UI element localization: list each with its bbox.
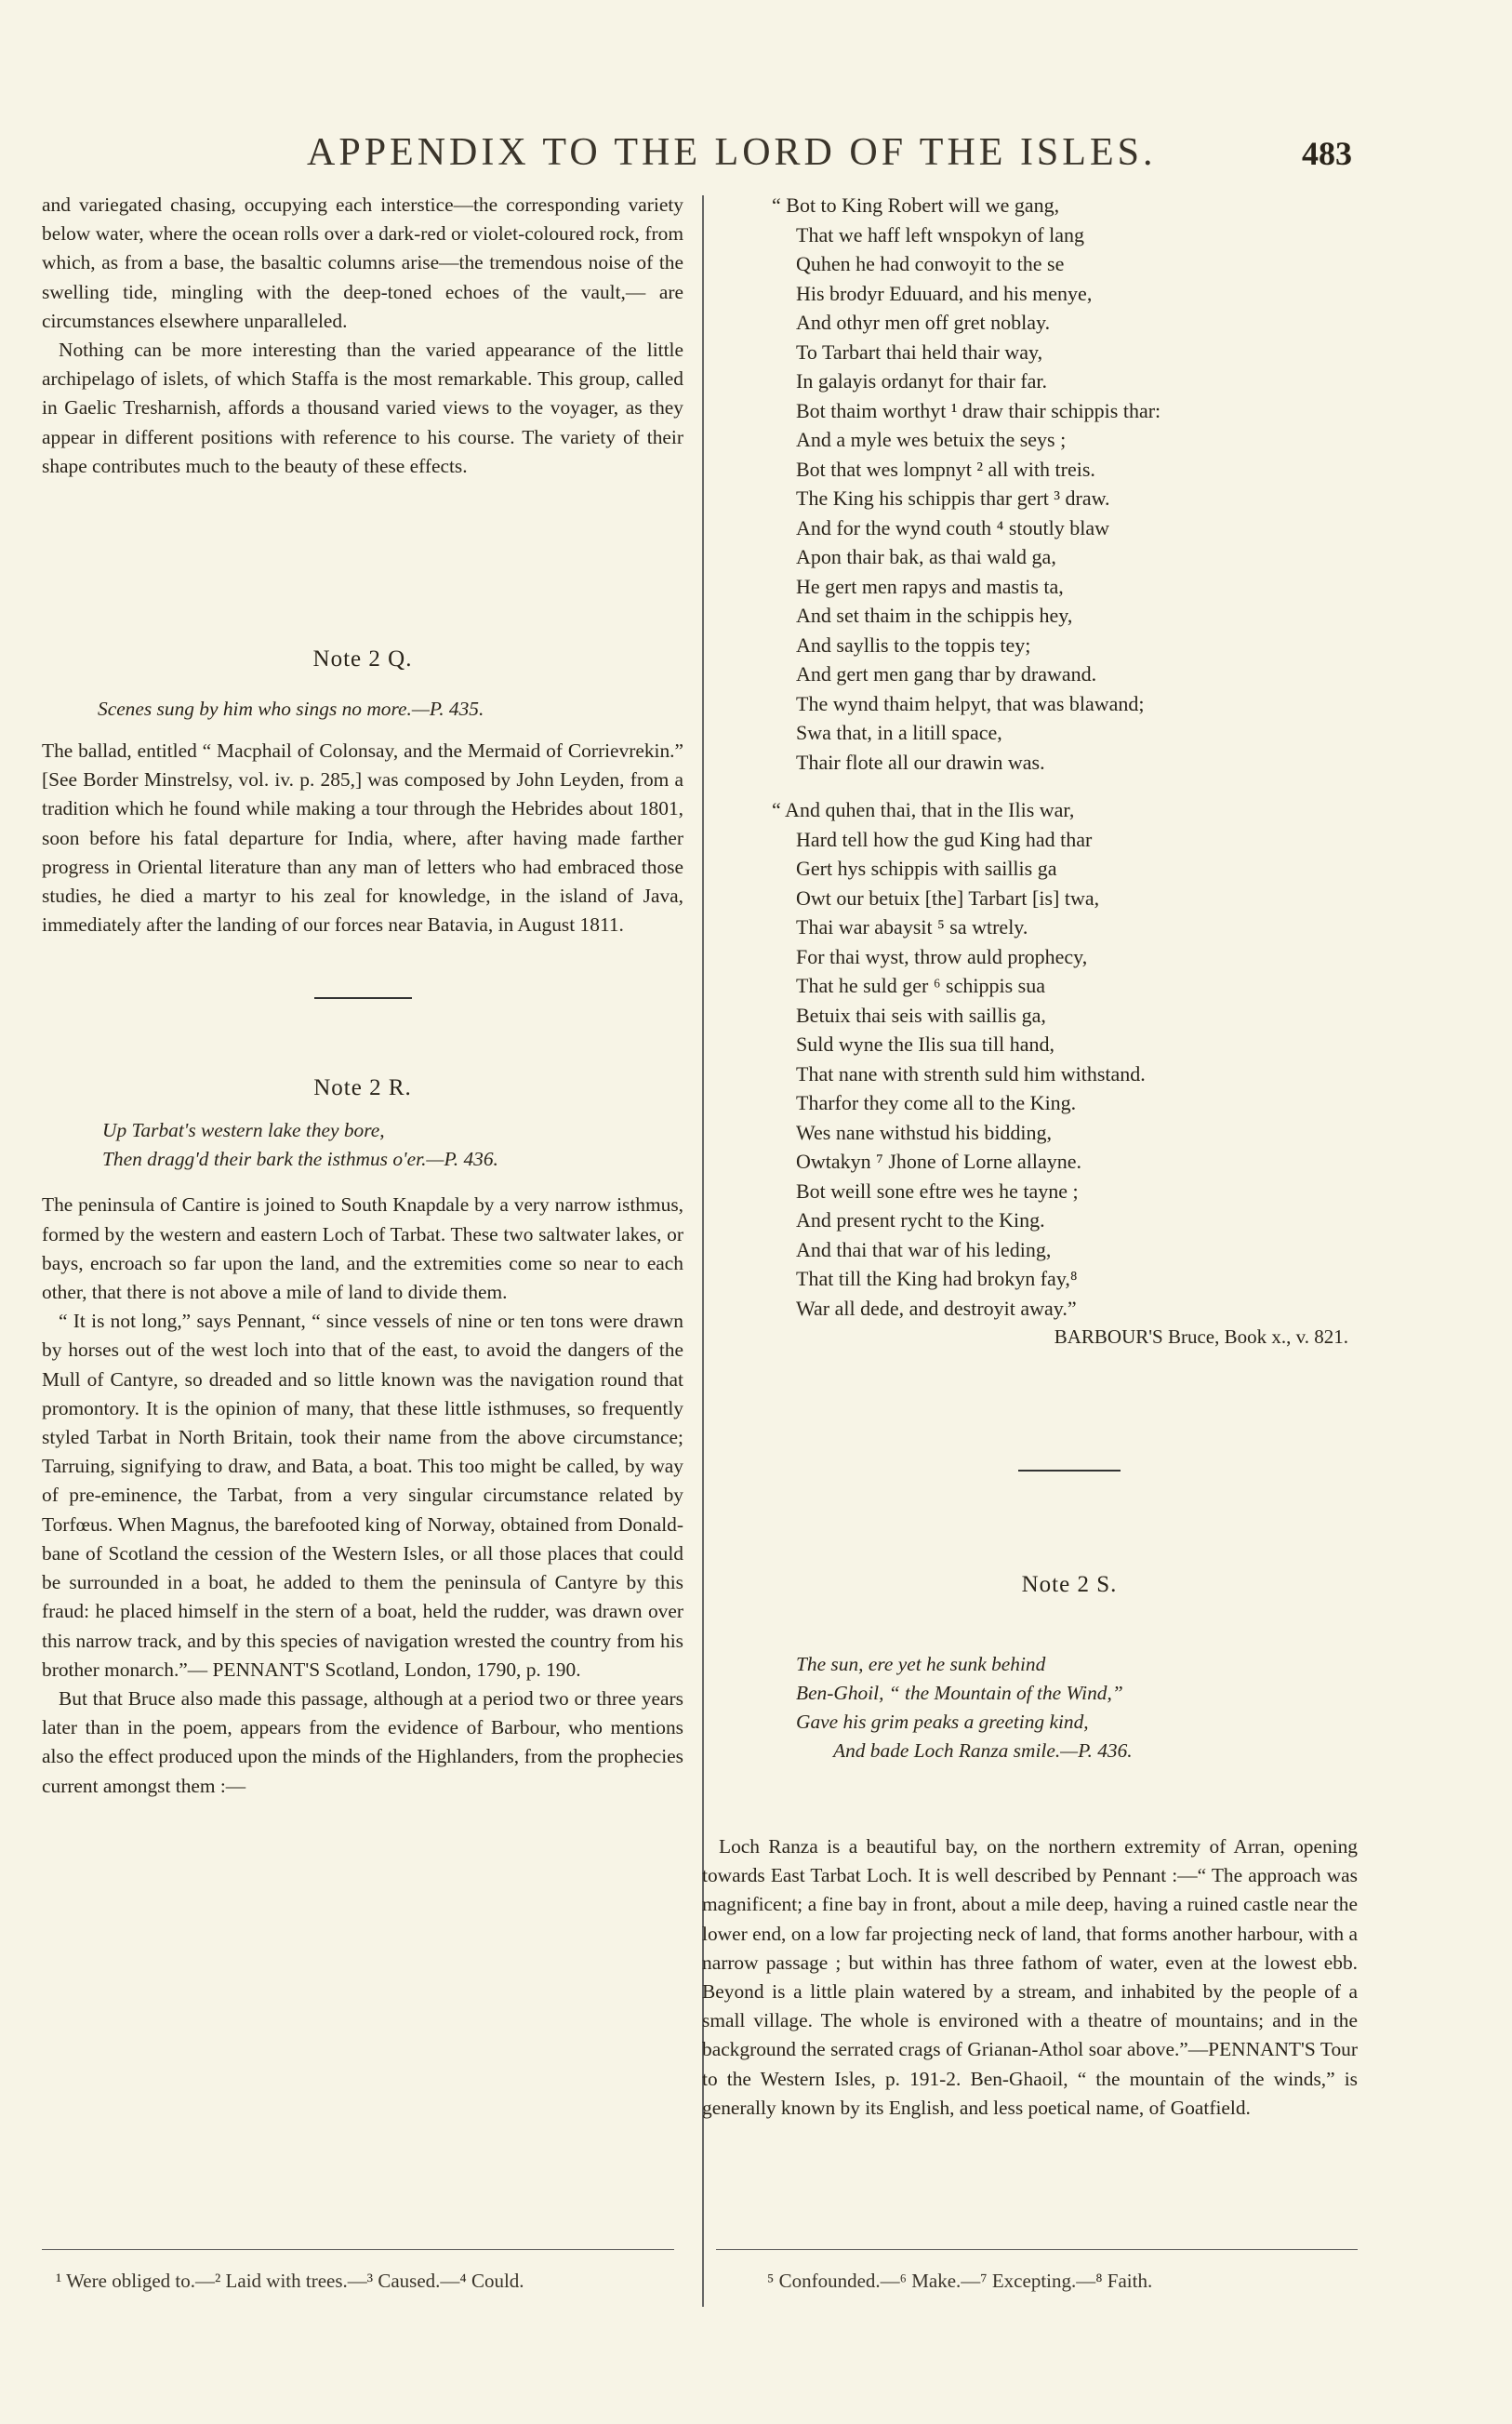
footnote-left: ¹ Were obliged to.—² Laid with trees.—³ Caused.—⁴ Could. xyxy=(56,2270,524,2292)
verse-stanza-1 xyxy=(772,191,1367,777)
verse-line: Bot weill sone eftre wes he tayne ; xyxy=(796,1179,1079,1203)
page-number: 483 xyxy=(1302,135,1352,172)
verse-line: Quhen he had conwoyit to the se xyxy=(796,252,1065,275)
verse-line: And a myle wes betuix the seys ; xyxy=(796,428,1067,451)
note-2q-epigraph: Scenes sung by him who sings no more.—P. 435. xyxy=(98,698,484,721)
running-header-title: APPENDIX TO THE LORD OF THE ISLES. xyxy=(307,131,1157,174)
verse-line: That he suld ger ⁶ schippis sua xyxy=(796,974,1045,997)
verse-line: That nane with strenth suld him withstand. xyxy=(796,1061,1146,1085)
note-2r-paragraph: But that Bruce also made this passage, although at a period two or three years later than in the poem, appears from the evidence of Barbour, who mentions also the effect produced upon the minds of the Highlanders, from the prophecies current amongst them :— xyxy=(42,1686,683,1797)
verse-line: In galayis ordanyt for thair far. xyxy=(796,369,1048,393)
verse-line: Owt our betuix [the] Tarbart [is] twa, xyxy=(796,886,1100,910)
note-2r-body xyxy=(42,1191,683,1800)
verse-line: He gert men rapys and mastis ta, xyxy=(796,574,1064,598)
verse-line: That till the King had brokyn fay,⁸ xyxy=(796,1267,1078,1290)
verse-line: Hard tell how the gud King had thar xyxy=(796,827,1093,851)
verse-line: Apon thair bak, as thai wald ga, xyxy=(796,545,1056,568)
verse-line: Owtakyn ⁷ Jhone of Lorne allayne. xyxy=(796,1150,1082,1173)
verse-line: Thair flote all our drawin was. xyxy=(796,750,1045,774)
verse-line: The King his schippis thar gert ³ draw. xyxy=(796,486,1110,510)
verse-line: And sayllis to the toppis tey; xyxy=(796,633,1031,657)
left-column xyxy=(42,191,683,1801)
verse-line: That we haff left wnspokyn of lang xyxy=(796,222,1084,246)
verse-line: War all dede, and destroyit away.” xyxy=(796,1296,1077,1320)
section-rule xyxy=(314,997,412,999)
verse-line: And present rycht to the King. xyxy=(796,1208,1045,1232)
footnote-right: ⁵ Confounded.—⁶ Make.—⁷ Excepting.—⁸ Faith. xyxy=(767,2270,1153,2292)
verse-line: “ And quhen thai, that in the Ilis war, xyxy=(772,798,1075,821)
note-2q-paragraph: The ballad, entitled “ Macphail of Colonsay, and the Mermaid of Corrievrekin.” [See Border Minstrelsy, vol. iv. p. 285,] was composed by John Leyden, from a tradition which he found while making a tour through the Hebrides about 1801, soon before his fatal departure for India, where, after having made farther progress in Oriental literature than any man of letters who had embraced those studies, he died a martyr to his zeal for knowledge, in the island of Java, immediately after the landing of our forces near Batavia, in August 1811. xyxy=(42,739,683,937)
note-2s-epigraph-line: The sun, ere yet he sunk behind xyxy=(796,1653,1046,1675)
verse-line: Wes nane withstud his bidding, xyxy=(796,1120,1053,1144)
verse-line: Bot thaim worthyt ¹ draw thair schippis thar: xyxy=(796,398,1161,422)
note-2r-paragraph: “ It is not long,” says Pennant, “ since vessels of nine or ten tons were drawn by horses out of the west loch into that of the east, to avoid the dangers of the Mull of Cantyre, so dreaded and so little known was the navigation round that promontory. It is the opinion of many, that these little isthmuses, so frequently styled Tarbat in North Britain, took their name from the above circumstance; Tarruing, signifying to draw, and Bata, a boat. This too might be called, by way of pre-eminence, the Tarbat, from a very singular circumstance related by Torfœus. When Magnus, the barefooted king of Norway, obtained from Donald-bane of Scotland the cession of the Western Isles, or all those places that could be surrounded in a boat, he added to them the peninsula of Cantyre by this fraud: he placed himself in the stern of a boat, held the rudder, was drawn over this narrow track, and by this species of navigation wrested the country from his brother monarch.”— PENNANT'S Scotland, London, 1790, p. 190. xyxy=(42,1310,683,1681)
note-2s-epigraph xyxy=(772,1650,1367,1765)
note-2s-epigraph-line: And bade Loch Ranza smile.—P. 436. xyxy=(833,1739,1133,1762)
verse-line: Gert hys schippis with saillis ga xyxy=(796,857,1057,880)
note-2s-heading: Note 2 S. xyxy=(1021,1572,1118,1597)
verse-stanza-2 xyxy=(772,795,1367,1323)
verse-line: Suld wyne the Ilis sua till hand, xyxy=(796,1032,1055,1056)
verse-line: “ Bot to King Robert will we gang, xyxy=(772,193,1060,217)
note-2s-paragraph: Loch Ranza is a beautiful bay, on the northern extremity of Arran, opening towards East Tarbat Loch. It is well described by Pennant :—“ The approach was magnificent; a fine bay in front, about a mile deep, having a ruined castle near the lower end, on a low far projecting neck of land, that forms another harbour, with a narrow passage ; but within has three fathom of water, even at the lowest ebb. Beyond is a little plain watered by a stream, and inhabited by the people of a small village. The whole is environed with a theatre of mountains; and in the background the serrated crags of Grianan-Athol soar above.”—PENNANT'S Tour to the Western Isles, p. 191-2. Ben-Ghaoil, “ the mountain of the winds,” is generally known by its English, and less poetical name, of Goatfield. xyxy=(702,1835,1358,2119)
intro-paragraph: and variegated chasing, occupying each interstice—the corresponding variety below water, where the ocean rolls over a dark-red or violet-coloured rock, from which, as from a base, the basaltic columns arise—the tremendous noise of the swelling tide, mingling with the deep-toned echoes of the vault,— are circumstances elsewhere unparalleled. xyxy=(42,193,683,332)
verse-line: Tharfor they come all to the King. xyxy=(796,1091,1077,1114)
note-2r-epigraph-line: Then dragg'd their bark the isthmus o'er.—P. 436. xyxy=(102,1148,498,1171)
verse-line: And set thaim in the schippis hey, xyxy=(796,604,1073,627)
verse-line: Thai war abaysit ⁵ sa wtrely. xyxy=(796,915,1028,939)
verse-line: And othyr men off gret noblay. xyxy=(796,311,1051,334)
verse-line: And thai that war of his leding, xyxy=(796,1237,1052,1261)
verse-line: His brodyr Eduuard, and his menye, xyxy=(796,281,1093,305)
intro-paragraph: Nothing can be more interesting than the varied appearance of the little archipelago of islets, of which Staffa is the most remarkable. This group, called in Gaelic Tresharnish, affords a thousand varied views to the voyager, as they appear in different positions with reference to his course. The variety of their shape contributes much to the beauty of these effects. xyxy=(42,339,683,477)
right-column xyxy=(772,191,1367,1765)
footnote-rule xyxy=(716,2249,1358,2250)
verse-line: To Tarbart thai held thair way, xyxy=(796,340,1043,364)
note-2r-epigraph-line: Up Tarbat's western lake they bore, xyxy=(102,1119,385,1142)
verse-line: Swa that, in a litill space, xyxy=(796,721,1002,744)
verse-line: And gert men gang thar by drawand. xyxy=(796,662,1097,686)
note-2s-epigraph-line: Ben-Ghoil, “ the Mountain of the Wind,” xyxy=(796,1682,1123,1704)
footnote-rule xyxy=(42,2249,674,2250)
verse-line: And for the wynd couth ⁴ stoutly blaw xyxy=(796,515,1110,539)
section-rule xyxy=(1018,1470,1121,1472)
verse-line: Bot that wes lompnyt ² all with treis. xyxy=(796,457,1095,481)
note-2s-epigraph-line: Gave his grim peaks a greeting kind, xyxy=(796,1711,1089,1733)
note-2r-paragraph: The peninsula of Cantire is joined to South Knapdale by a very narrow isthmus, formed by the western and eastern Loch of Tarbat. These two saltwater lakes, or bays, encroach so far upon the land, and the extremities come so near to each other, that there is not above a mile of land to divide them. xyxy=(42,1193,683,1304)
verse-line: For thai wyst, throw auld prophecy, xyxy=(796,944,1088,968)
verse-line: Betuix thai seis with saillis ga, xyxy=(796,1003,1046,1027)
verse-line: The wynd thaim helpyt, that was blawand; xyxy=(796,691,1145,715)
note-2r-heading: Note 2 R. xyxy=(313,1075,412,1101)
note-2q-heading: Note 2 Q. xyxy=(312,646,413,673)
verse-citation: BARBOUR'S Bruce, Book x., v. 821. xyxy=(1054,1325,1348,1348)
